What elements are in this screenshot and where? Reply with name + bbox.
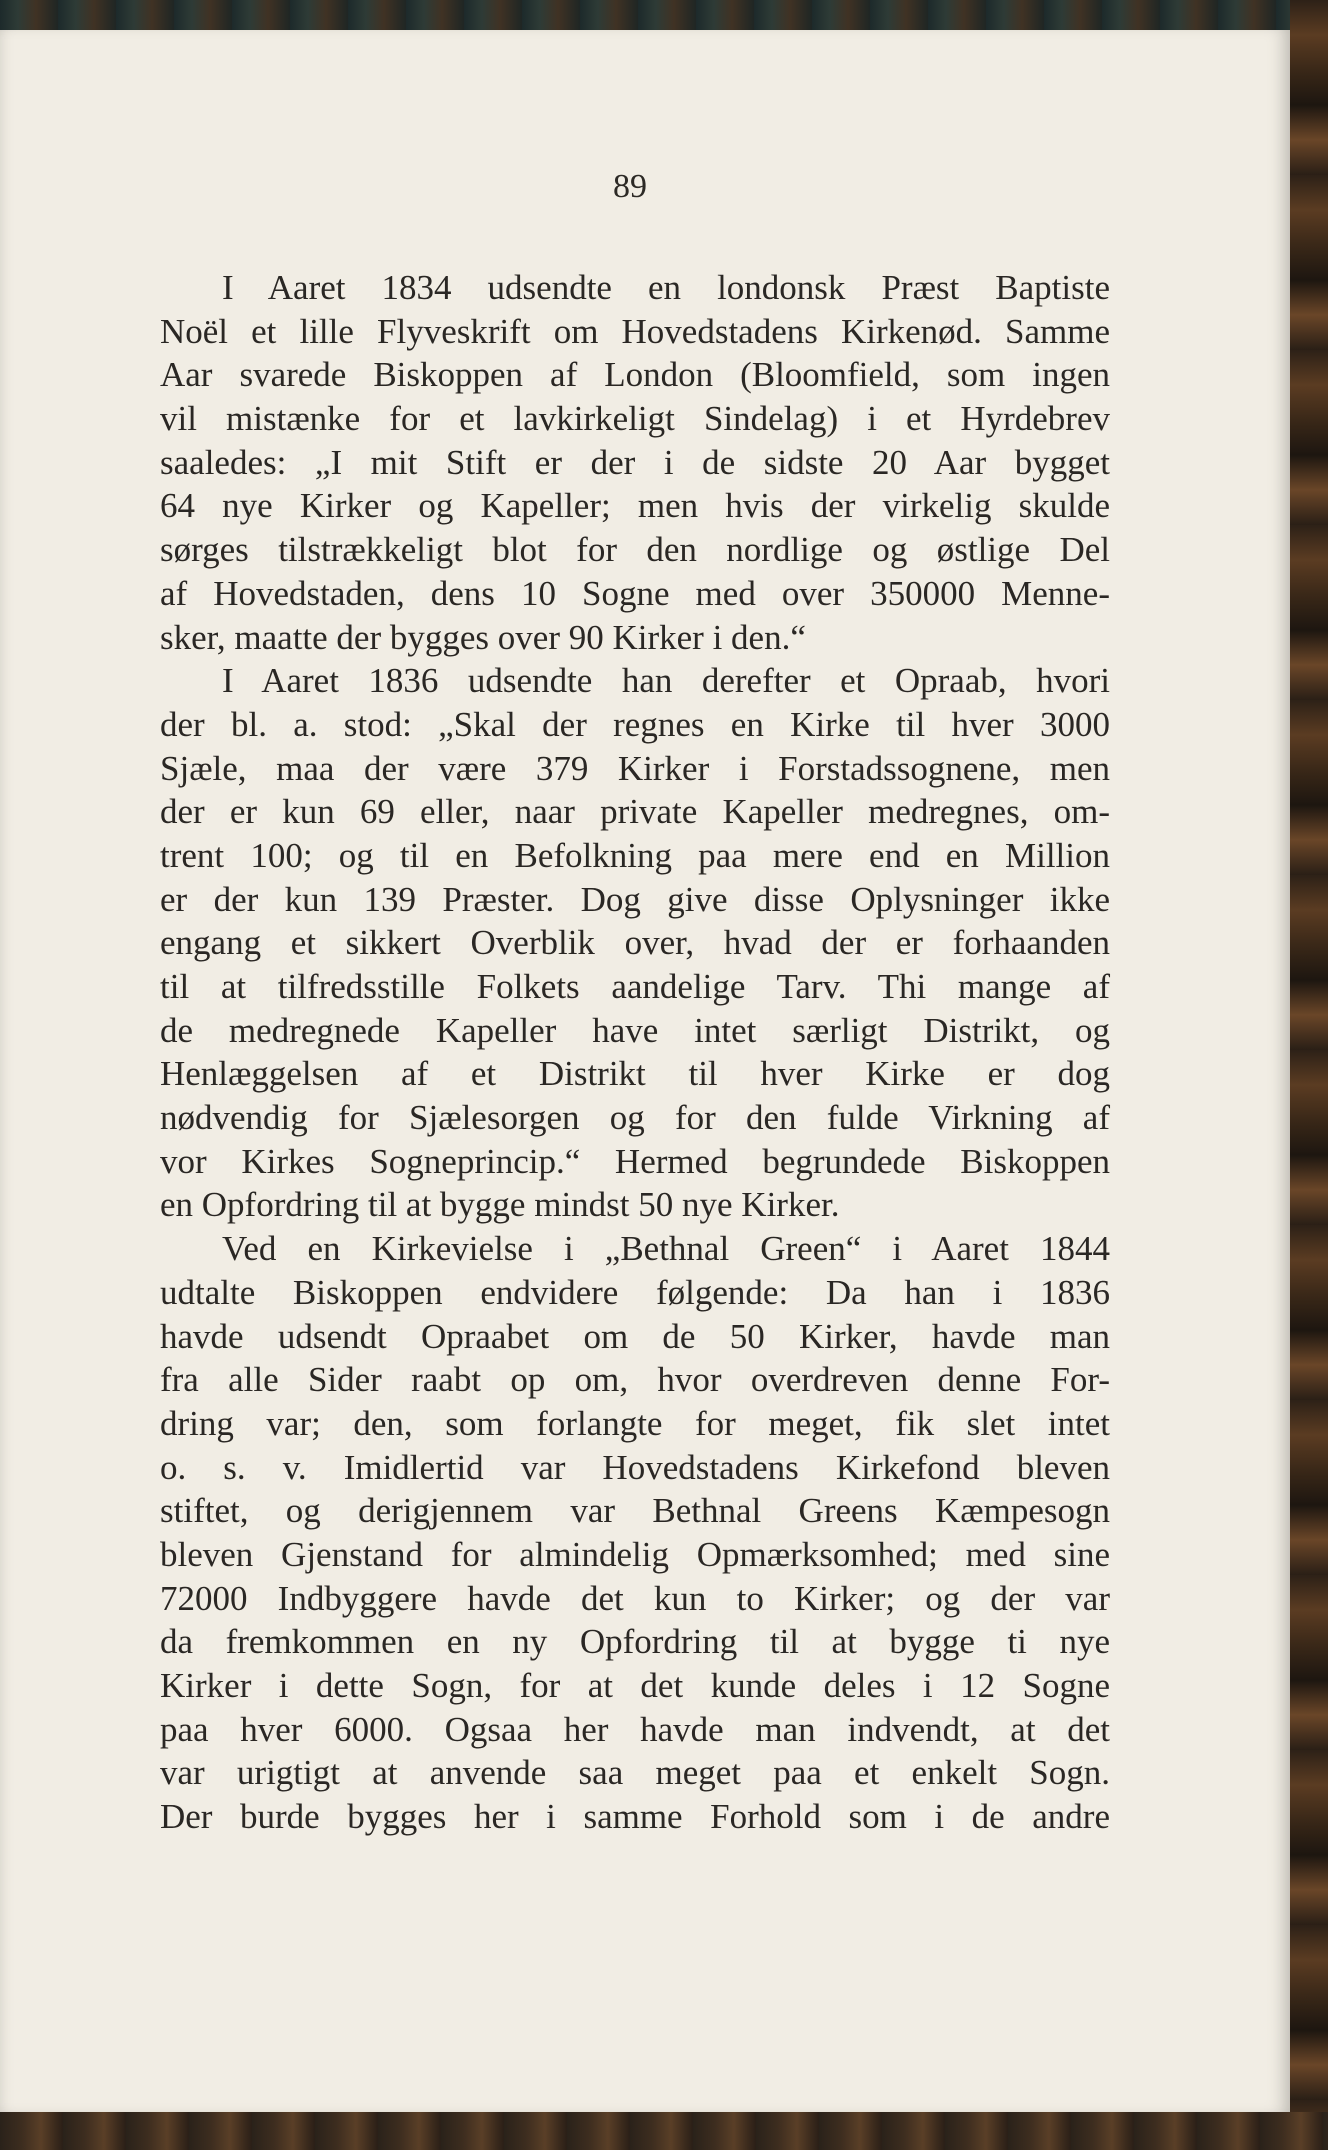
text-line: 64 nye Kirker og Kapeller; men hvis der virkelig skulde: [160, 486, 1110, 526]
text-line: af Hovedstaden, dens 10 Sogne med over 350000 Menne-: [160, 573, 1110, 613]
text-line: Noël et lille Flyveskrift om Hovedstadens Kirkenød. Samme: [160, 311, 1110, 351]
text-line: der bl. a. stod: „Skal der regnes en Kirke til hver 3000: [160, 704, 1110, 744]
text-line: der er kun 69 eller, naar private Kapeller medregnes, om-: [160, 792, 1110, 832]
text-line: vil mistænke for et lavkirkeligt Sindelag) i et Hyrdebrev: [160, 399, 1110, 439]
text-line: I Aaret 1834 udsendte en londonsk Præst Baptiste: [222, 268, 1110, 307]
text-line: de medregnede Kapeller have intet særligt Distrikt, og: [160, 1010, 1110, 1050]
text-line: engang et sikkert Overblik over, hvad der er forhaanden: [160, 923, 1110, 963]
text-line: vor Kirkes Sogneprincip.“ Hermed begrundede Biskoppen: [160, 1141, 1110, 1181]
book-page: [0, 30, 1290, 2112]
text-line: Ved en Kirkevielse i „Bethnal Green“ i Aaret 1844: [222, 1229, 1110, 1269]
text-line: var urigtigt at anvende saa meget paa et enkelt Sogn.: [160, 1753, 1110, 1793]
text-line: udtalte Biskoppen endvidere følgende: Da han i 1836: [160, 1272, 1110, 1312]
text-line: bleven Gjenstand for almindelig Opmærksomhed; med sine: [160, 1534, 1110, 1574]
text-line: fra alle Sider raabt op om, hvor overdreven denne For-: [160, 1360, 1110, 1400]
text-line: Sjæle, maa der være 379 Kirker i Forstadssognene, men: [160, 748, 1110, 788]
book-cover-edge: [1290, 0, 1328, 2150]
text-line: saaledes: „I mit Stift er der i de sidste 20 Aar bygget: [160, 442, 1110, 482]
body-text: [160, 266, 1110, 1839]
text-line: nødvendig for Sjælesorgen og for den fulde Virkning af: [160, 1098, 1110, 1138]
text-line: Henlæggelsen af et Distrikt til hver Kirke er dog: [160, 1054, 1110, 1094]
text-line: 72000 Indbyggere havde det kun to Kirker; og der var: [160, 1578, 1110, 1618]
text-line: Kirker i dette Sogn, for at det kunde deles i 12 Sogne: [160, 1666, 1110, 1705]
text-line: havde udsendt Opraabet om de 50 Kirker, havde man: [160, 1316, 1110, 1356]
text-line: dring var; den, som forlangte for meget, fik slet intet: [160, 1403, 1110, 1443]
text-line: er der kun 139 Præster. Dog give disse Oplysninger ikke: [160, 879, 1110, 919]
text-line: Der burde bygges her i samme Forhold som i de andre: [160, 1797, 1110, 1837]
text-line: I Aaret 1836 udsendte han derefter et Opraab, hvori: [222, 661, 1110, 701]
page-number: 89: [613, 168, 647, 205]
text-line: en Opfordring til at bygge mindst 50 nye Kirker.: [160, 1185, 840, 1225]
text-line: Aar svarede Biskoppen af London (Bloomfield, som ingen: [160, 355, 1110, 395]
text-line: trent 100; og til en Befolkning paa mere end en Million: [160, 835, 1110, 875]
text-line: stiftet, og derigjennem var Bethnal Greens Kæmpesogn: [160, 1491, 1110, 1531]
book-top-edge: [0, 0, 1328, 30]
text-line: til at tilfredsstille Folkets aandelige Tarv. Thi mange af: [160, 967, 1110, 1006]
text-line: sørges tilstrækkeligt blot for den nordlige og østlige Del: [160, 530, 1110, 570]
book-bottom-edge: [0, 2112, 1328, 2150]
text-line: da fremkommen en ny Opfordring til at bygge ti nye: [160, 1622, 1110, 1662]
text-line: sker, maatte der bygges over 90 Kirker i den.“: [160, 617, 806, 657]
text-line: paa hver 6000. Ogsaa her havde man indvendt, at det: [160, 1709, 1110, 1749]
text-line: o. s. v. Imidlertid var Hovedstadens Kirkefond bleven: [160, 1447, 1110, 1487]
